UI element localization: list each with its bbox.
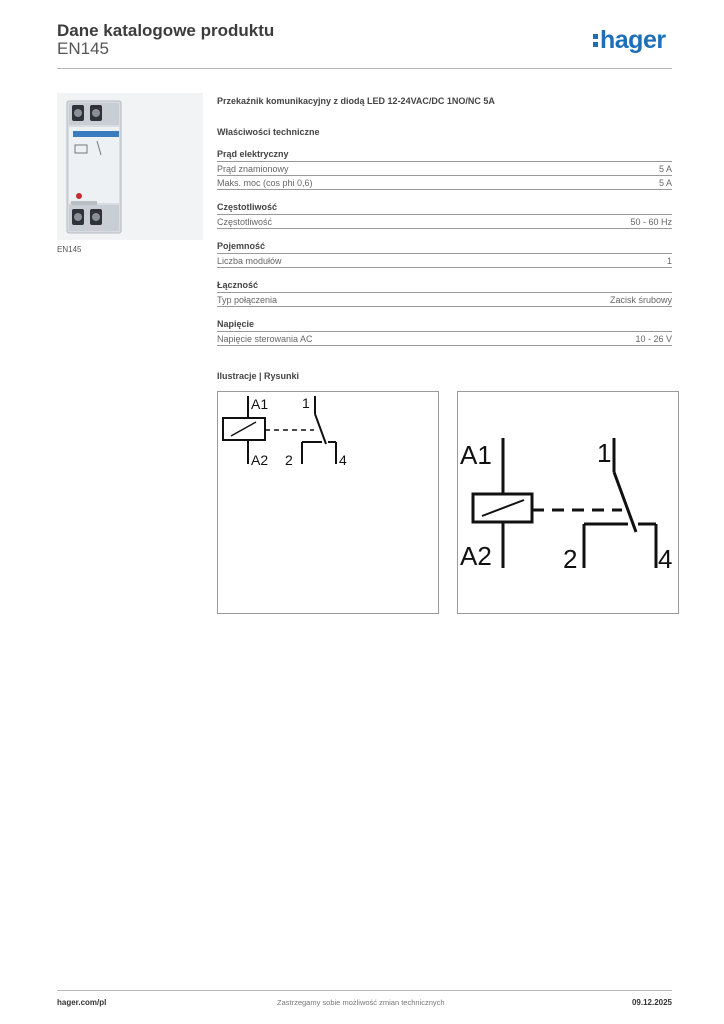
property-group-connectivity (217, 280, 672, 307)
row-label: Maks. moc (cos phi 0,6) (217, 178, 313, 188)
row-label: Typ połączenia (217, 295, 278, 305)
hager-logo[interactable] (593, 26, 666, 55)
footer-url[interactable]: hager.com/pl (57, 998, 107, 1007)
page-title: Dane katalogowe produktu (57, 21, 275, 40)
row-label: Częstotliwość (217, 217, 273, 227)
label-a1: A1 (251, 396, 269, 412)
group-title: Łączność (217, 280, 672, 293)
row-value: 10 - 26 V (635, 334, 672, 344)
label-terminal-1: 1 (302, 395, 310, 411)
label-terminal-2: 2 (563, 544, 578, 574)
wiring-diagram-small (217, 391, 439, 614)
property-group-voltage (217, 319, 672, 346)
property-group-frequency (217, 202, 672, 229)
table-row (217, 332, 672, 346)
wiring-diagram-large (457, 391, 679, 614)
group-title: Pojemność (217, 241, 672, 254)
table-row (217, 176, 672, 190)
header-divider (57, 68, 672, 69)
logo-dots-icon (593, 30, 599, 48)
table-row (217, 293, 672, 307)
photo-caption: EN145 (57, 245, 82, 254)
label-terminal-1: 1 (597, 438, 612, 468)
row-value: 50 - 60 Hz (630, 217, 672, 227)
product-details (217, 96, 672, 346)
label-terminal-2: 2 (285, 452, 293, 468)
footer-note: Zastrzegamy sobie możliwość zmian technicznych (277, 998, 445, 1007)
logo-text: hager (600, 26, 666, 54)
group-title: Napięcie (217, 319, 672, 332)
row-label: Prąd znamionowy (217, 164, 289, 174)
property-group-current (217, 149, 672, 190)
illustrations-heading: Ilustracje | Rysunki (217, 371, 300, 381)
row-value: 5 A (658, 178, 672, 188)
label-a2: A2 (251, 452, 269, 468)
table-row (217, 215, 672, 229)
tech-properties-heading: Właściwości techniczne (217, 127, 320, 137)
label-a2: A2 (460, 541, 492, 571)
row-value: 5 A (658, 164, 672, 174)
product-title: Przekaźnik komunikacyjny z diodą LED 12-24VAC/DC 1NO/NC 5A (217, 96, 495, 106)
row-label: Liczba modułów (217, 256, 282, 266)
row-value: 1 (666, 256, 672, 266)
table-row (217, 254, 672, 268)
label-a1: A1 (460, 440, 492, 470)
group-title: Częstotliwość (217, 202, 672, 215)
label-terminal-4: 4 (339, 452, 347, 468)
footer-divider (57, 990, 672, 991)
row-value: Zacisk śrubowy (609, 295, 672, 305)
relay-device-icon (57, 93, 203, 240)
label-terminal-4: 4 (658, 544, 673, 574)
row-label: Napięcie sterowania AC (217, 334, 313, 344)
footer-date: 09.12.2025 (631, 998, 672, 1007)
table-row (217, 162, 672, 176)
product-photo (57, 93, 203, 240)
property-group-capacity (217, 241, 672, 268)
product-code: EN145 (57, 39, 109, 58)
group-title: Prąd elektryczny (217, 149, 672, 162)
